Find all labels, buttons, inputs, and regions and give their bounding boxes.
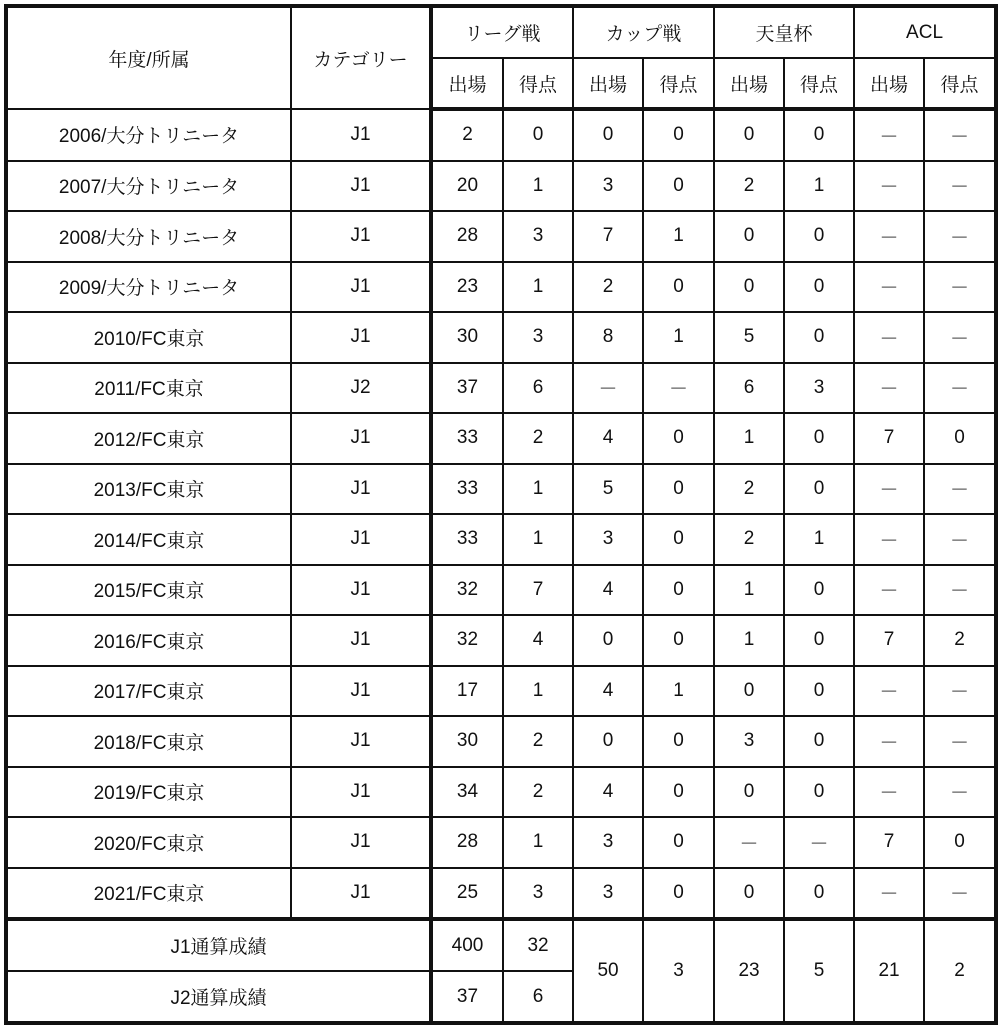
table-cell: － [924, 716, 996, 767]
table-cell: 1 [643, 211, 714, 262]
table-cell: 4 [573, 413, 643, 464]
table-cell: 0 [714, 109, 784, 161]
table-cell: 0 [784, 868, 854, 920]
table-cell: 2015/FC東京 [6, 565, 291, 616]
table-cell: 7 [573, 211, 643, 262]
table-cell: J1 [291, 565, 431, 616]
table-cell: － [854, 464, 924, 515]
header-cup: カップ戦 [573, 6, 714, 58]
table-cell: 3 [784, 363, 854, 414]
table-cell: J1 [291, 868, 431, 920]
table-cell: － [924, 312, 996, 363]
table-cell: － [854, 767, 924, 818]
table-cell: J1 [291, 109, 431, 161]
table-cell: 3 [503, 312, 573, 363]
table-cell: 0 [924, 413, 996, 464]
header-row [6, 6, 996, 58]
table-cell: － [854, 716, 924, 767]
table-cell: 1 [503, 666, 573, 717]
table-cell: 33 [431, 413, 503, 464]
table-cell: 2019/FC東京 [6, 767, 291, 818]
table-cell: 3 [573, 161, 643, 212]
table-cell: 25 [431, 868, 503, 920]
table-cell: 0 [643, 615, 714, 666]
table-row [6, 262, 996, 313]
table-cell: 0 [784, 312, 854, 363]
table-cell: － [924, 363, 996, 414]
table-cell: 0 [784, 767, 854, 818]
table-cell: － [924, 211, 996, 262]
subheader-apps: 出場 [714, 58, 784, 109]
table-cell: J1 [291, 514, 431, 565]
table-cell: 2006/大分トリニータ [6, 109, 291, 161]
acl-total-apps: 21 [854, 919, 924, 1023]
table-cell: 1 [503, 464, 573, 515]
table-cell: 3 [573, 868, 643, 920]
table-cell: 2021/FC東京 [6, 868, 291, 920]
table-cell: － [854, 109, 924, 161]
table-cell: 6 [714, 363, 784, 414]
table-cell: 3 [573, 514, 643, 565]
table-cell: 2 [714, 464, 784, 515]
table-cell: 3 [503, 868, 573, 920]
table-cell: 2020/FC東京 [6, 817, 291, 868]
table-cell: 0 [643, 817, 714, 868]
table-cell: － [854, 565, 924, 616]
table-cell: 2010/FC東京 [6, 312, 291, 363]
table-cell: － [854, 363, 924, 414]
header-category: カテゴリー [291, 6, 431, 109]
table-cell: 34 [431, 767, 503, 818]
table-row [6, 817, 996, 868]
table-cell: 0 [784, 666, 854, 717]
table-cell: J1 [291, 464, 431, 515]
table-cell: 37 [431, 363, 503, 414]
table-cell: － [573, 363, 643, 414]
j1-total-row [6, 919, 996, 971]
table-cell: 0 [714, 666, 784, 717]
table-row [6, 109, 996, 161]
header-year-club: 年度/所属 [6, 6, 291, 109]
table-cell: 1 [784, 161, 854, 212]
table-row [6, 767, 996, 818]
emperor-total-apps: 23 [714, 919, 784, 1023]
table-cell: 1 [714, 565, 784, 616]
table-cell: － [854, 312, 924, 363]
table-cell: 2 [503, 716, 573, 767]
table-row [6, 868, 996, 920]
table-cell: 1 [503, 161, 573, 212]
header-league: リーグ戦 [431, 6, 573, 58]
table-cell: 28 [431, 817, 503, 868]
table-cell: 0 [784, 109, 854, 161]
table-cell: 30 [431, 716, 503, 767]
table-cell: 0 [643, 868, 714, 920]
table-cell: 0 [643, 767, 714, 818]
table-cell: J1 [291, 817, 431, 868]
table-cell: 1 [503, 817, 573, 868]
table-cell: J1 [291, 413, 431, 464]
table-cell: 30 [431, 312, 503, 363]
table-cell: 1 [643, 312, 714, 363]
subheader-apps: 出場 [854, 58, 924, 109]
table-cell: 0 [784, 464, 854, 515]
table-cell: － [924, 109, 996, 161]
table-cell: 1 [643, 666, 714, 717]
table-cell: 2011/FC東京 [6, 363, 291, 414]
table-cell: 2013/FC東京 [6, 464, 291, 515]
table-cell: 4 [573, 565, 643, 616]
table-cell: 0 [643, 716, 714, 767]
subheader-goals: 得点 [503, 58, 573, 109]
table-row [6, 514, 996, 565]
table-cell: － [924, 262, 996, 313]
table-cell: 4 [573, 666, 643, 717]
table-cell: 1 [714, 413, 784, 464]
table-cell: 0 [573, 716, 643, 767]
table-cell: 0 [643, 262, 714, 313]
j1-total-apps: 400 [431, 919, 503, 971]
table-cell: － [924, 767, 996, 818]
table-cell: 0 [643, 109, 714, 161]
table-cell: 0 [784, 615, 854, 666]
table-row [6, 161, 996, 212]
table-cell: 0 [714, 868, 784, 920]
table-cell: 6 [503, 363, 573, 414]
table-cell: 7 [854, 615, 924, 666]
table-cell: 17 [431, 666, 503, 717]
j2-total-apps: 37 [431, 971, 503, 1023]
table-cell: J1 [291, 161, 431, 212]
table-cell: 0 [714, 211, 784, 262]
table-row [6, 615, 996, 666]
table-cell: 7 [854, 413, 924, 464]
header-acl: ACL [854, 6, 996, 58]
table-row [6, 413, 996, 464]
table-cell: J1 [291, 716, 431, 767]
table-cell: J1 [291, 262, 431, 313]
table-cell: 0 [714, 262, 784, 313]
table-cell: 0 [643, 514, 714, 565]
table-cell: － [854, 868, 924, 920]
table-row [6, 363, 996, 414]
table-cell: － [924, 666, 996, 717]
table-cell: 2 [431, 109, 503, 161]
table-cell: 0 [573, 615, 643, 666]
table-cell: 5 [573, 464, 643, 515]
table-cell: 0 [643, 413, 714, 464]
emperor-total-goals: 5 [784, 919, 854, 1023]
table-cell: 2 [714, 514, 784, 565]
table-row [6, 464, 996, 515]
table-cell: 2 [503, 767, 573, 818]
subheader-apps: 出場 [431, 58, 503, 109]
table-cell: 3 [503, 211, 573, 262]
table-cell: 0 [643, 161, 714, 212]
table-cell: 20 [431, 161, 503, 212]
table-cell: 28 [431, 211, 503, 262]
table-cell: － [643, 363, 714, 414]
table-cell: － [924, 565, 996, 616]
table-cell: 32 [431, 565, 503, 616]
table-cell: J1 [291, 767, 431, 818]
table-cell: 0 [924, 817, 996, 868]
table-cell: 2009/大分トリニータ [6, 262, 291, 313]
table-cell: 7 [854, 817, 924, 868]
table-cell: 2007/大分トリニータ [6, 161, 291, 212]
table-cell: 1 [503, 262, 573, 313]
table-cell: 7 [503, 565, 573, 616]
table-cell: 0 [784, 716, 854, 767]
table-cell: 0 [784, 211, 854, 262]
table-cell: － [784, 817, 854, 868]
table-cell: 2 [924, 615, 996, 666]
table-cell: 0 [503, 109, 573, 161]
table-cell: 1 [714, 615, 784, 666]
subheader-goals: 得点 [784, 58, 854, 109]
table-cell: － [924, 514, 996, 565]
table-row [6, 666, 996, 717]
table-cell: 1 [503, 514, 573, 565]
table-cell: 0 [643, 565, 714, 616]
table-cell: 3 [573, 817, 643, 868]
table-cell: 8 [573, 312, 643, 363]
table-cell: － [714, 817, 784, 868]
table-cell: 4 [503, 615, 573, 666]
table-row [6, 716, 996, 767]
table-cell: 2012/FC東京 [6, 413, 291, 464]
table-cell: － [854, 666, 924, 717]
table-cell: 3 [714, 716, 784, 767]
table-cell: J2 [291, 363, 431, 414]
table-cell: － [854, 262, 924, 313]
table-cell: 33 [431, 514, 503, 565]
career-stats-table [4, 4, 998, 1025]
table-cell: 5 [714, 312, 784, 363]
j1-total-goals: 32 [503, 919, 573, 971]
table-cell: 33 [431, 464, 503, 515]
table-cell: － [854, 161, 924, 212]
table-cell: － [854, 514, 924, 565]
table-cell: 2017/FC東京 [6, 666, 291, 717]
table-cell: J1 [291, 666, 431, 717]
table-cell: － [924, 161, 996, 212]
cup-total-apps: 50 [573, 919, 643, 1023]
subheader-apps: 出場 [573, 58, 643, 109]
table-cell: 2016/FC東京 [6, 615, 291, 666]
table-cell: 0 [643, 464, 714, 515]
table-cell: J1 [291, 211, 431, 262]
table-cell: J1 [291, 312, 431, 363]
table-cell: － [854, 211, 924, 262]
table-cell: 2 [714, 161, 784, 212]
header-emperors-cup: 天皇杯 [714, 6, 854, 58]
table-row [6, 565, 996, 616]
table-cell: 0 [784, 413, 854, 464]
table-cell: － [924, 464, 996, 515]
j1-total-label: J1通算成績 [6, 919, 431, 971]
table-cell: 0 [714, 767, 784, 818]
j2-total-goals: 6 [503, 971, 573, 1023]
table-cell: 23 [431, 262, 503, 313]
table-cell: 2008/大分トリニータ [6, 211, 291, 262]
table-cell: J1 [291, 615, 431, 666]
table-cell: 2 [503, 413, 573, 464]
table-cell: 32 [431, 615, 503, 666]
subheader-goals: 得点 [643, 58, 714, 109]
j2-total-label: J2通算成績 [6, 971, 431, 1023]
table-cell: 2 [573, 262, 643, 313]
table-cell: 1 [784, 514, 854, 565]
table-cell: 2014/FC東京 [6, 514, 291, 565]
table-cell: 0 [784, 262, 854, 313]
table-cell: － [924, 868, 996, 920]
cup-total-goals: 3 [643, 919, 714, 1023]
table-cell: 0 [784, 565, 854, 616]
table-row [6, 312, 996, 363]
table-cell: 2018/FC東京 [6, 716, 291, 767]
table-cell: 4 [573, 767, 643, 818]
acl-total-goals: 2 [924, 919, 996, 1023]
subheader-goals: 得点 [924, 58, 996, 109]
table-cell: 0 [573, 109, 643, 161]
table-row [6, 211, 996, 262]
